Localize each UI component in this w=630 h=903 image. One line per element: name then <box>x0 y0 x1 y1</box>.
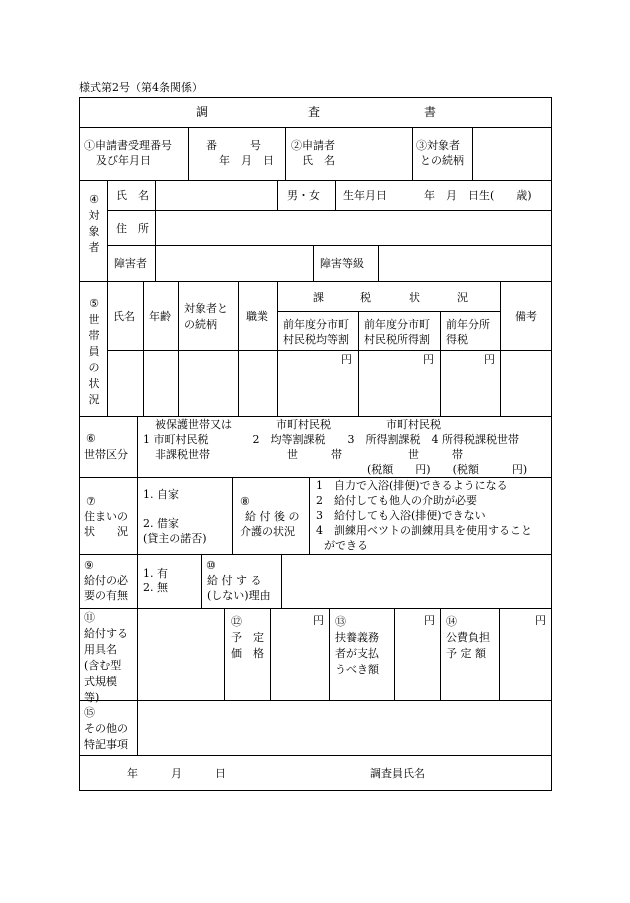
care-option-3: 3 給付しても入浴(排便)できない <box>316 509 486 522</box>
residence-own: 1. 自家 <box>143 488 179 501</box>
address-label: 住 所 <box>116 222 149 235</box>
public-yen: 円 <box>535 614 546 627</box>
category-line-4: (税額 円) (税額 円) <box>367 463 528 476</box>
title-char-3: 書 <box>424 105 437 119</box>
tax-header-4: 況 <box>457 291 468 304</box>
relation-label-2: との続柄 <box>420 154 464 167</box>
care-label: 給 付 後 の <box>245 510 300 523</box>
household-age-header: 年齢 <box>149 310 171 323</box>
tax-col1-header-2: 村民税均等割 <box>283 333 349 346</box>
category-line-3: 非課税世帯 世 帯 世 帯 <box>155 448 463 461</box>
applicant-name-label: 氏 名 <box>302 154 335 167</box>
disability-grade-label: 障害等級 <box>320 257 364 270</box>
residence-label-number: ⑦ <box>86 495 96 508</box>
reason-label-2: (しない)理由 <box>207 589 271 602</box>
need-yes: 1. 有 <box>143 567 168 580</box>
household-section-label: ⑤ 世 帯 員 の 状 況 <box>88 297 100 406</box>
household-relation-header: 対象者と <box>184 302 228 315</box>
form-number-label: 様式第2号（第4条関係） <box>79 81 203 94</box>
reason-label: 給 付 す る <box>207 574 262 587</box>
receipt-date-label: 及び年月日 <box>96 154 151 167</box>
need-label: 給付の必 <box>84 574 128 587</box>
disability-label: 障害者 <box>114 257 147 270</box>
number-label: 番 号 <box>206 139 261 152</box>
tax-col2-header-2: 村民税所得割 <box>364 333 430 346</box>
household-job-header: 職業 <box>246 310 268 323</box>
relation-label: ③対象者 <box>416 139 460 152</box>
category-label: 世帯区分 <box>84 448 128 461</box>
residence-label: 住まいの <box>84 510 128 523</box>
tax-col1-header: 前年度分市町 <box>283 318 349 331</box>
receipt-number-label: ①申請書受理番号 <box>84 139 172 152</box>
investigator-name-label: 調査員氏名 <box>370 767 425 780</box>
tax-col3-header-2: 得税 <box>446 333 468 346</box>
care-label-number: ⑧ <box>240 495 250 508</box>
applicant-label: ②申請者 <box>291 139 335 152</box>
care-option-4-cont: ができる <box>324 539 368 552</box>
other-label: ⑮ その他の 特記事項 <box>84 706 128 751</box>
reason-label-number: ⑩ <box>206 559 216 572</box>
care-label-2: 介護の状況 <box>240 525 295 538</box>
obligor-label: ⑬ 扶養義務 者が支払 うべき額 <box>335 615 379 676</box>
household-name-header: 氏名 <box>113 310 135 323</box>
household-relation-header-2: の続柄 <box>184 318 217 331</box>
tax-col3-header: 前年分所 <box>446 318 490 331</box>
care-option-4: 4 訓練用ベツトの訓練用具を使用すること <box>316 524 532 537</box>
need-label-number: ⑨ <box>84 559 94 572</box>
public-label: ⑭ 公費負担 予 定 額 <box>446 615 490 660</box>
footer-date: 年 月 日 <box>127 767 226 780</box>
items-label: ⑪ 給付する 用具名 (含む型 式規模 等) <box>84 611 128 704</box>
birth-fill-label: 年 月 日生( 歳) <box>424 189 532 202</box>
tax-col1-yen: 円 <box>341 353 352 366</box>
residence-rent: 2. 借家 <box>143 517 179 530</box>
title-char-2: 査 <box>308 105 321 119</box>
tax-header-3: 状 <box>409 291 420 304</box>
tax-header-1: 課 <box>313 291 324 304</box>
gender-label: 男・女 <box>287 189 320 202</box>
need-no: 2. 無 <box>143 581 168 594</box>
subject-section-label: ④ 対 象 者 <box>88 193 100 254</box>
remarks-header: 備考 <box>515 310 537 323</box>
care-option-2: 2 給付しても他人の介助が必要 <box>316 494 477 507</box>
residence-rent-note: (貸主の諾否) <box>143 532 207 545</box>
date-label: 年 月 日 <box>219 154 274 167</box>
residence-label-2: 状 況 <box>84 525 128 538</box>
price-yen: 円 <box>313 614 324 627</box>
birth-label: 生年月日 <box>343 189 387 202</box>
tax-col2-header: 前年度分市町 <box>364 318 430 331</box>
need-label-2: 要の有無 <box>84 589 128 602</box>
price-label: ⑫ 予 定 価 格 <box>231 615 264 660</box>
obligor-yen: 円 <box>424 614 435 627</box>
title-char-1: 調 <box>196 105 209 119</box>
category-label-number: ⑥ <box>86 432 96 445</box>
tax-col3-yen: 円 <box>484 353 495 366</box>
tax-col2-yen: 円 <box>423 353 434 366</box>
tax-header-2: 税 <box>360 291 371 304</box>
subject-name-label: 氏 名 <box>116 189 149 202</box>
care-option-1: 1 自力で入浴(排便)できるようになる <box>316 479 508 492</box>
category-line-2: 1 市町村民税 2 均等割課税 3 所得割課税 4 所得税課税世帯 <box>143 433 519 446</box>
category-line-1: 被保護世帯又は 市町村民税 市町村民税 <box>155 418 441 431</box>
